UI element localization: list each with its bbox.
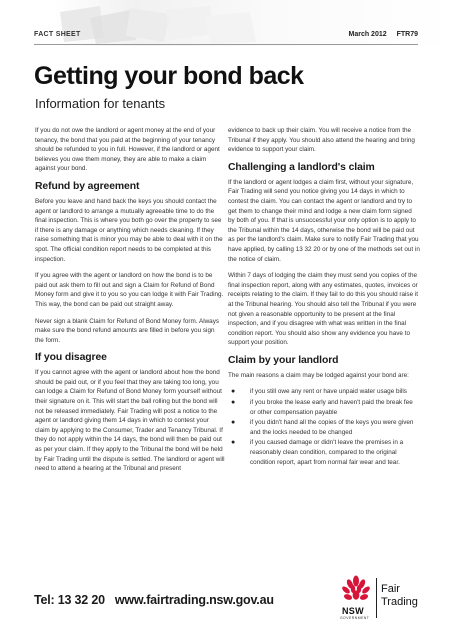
bullet-icon: ● — [231, 439, 236, 447]
header-rule — [34, 44, 418, 45]
intro-paragraph: If you do not owe the landlord or agent money at the end of your tenancy, the bond that you paid at the beginning of your tenancy should be refunded to you in full. However, if the landlord or agent believes you owe them money, they are able to make a claim against your bond. — [35, 127, 220, 173]
footer-contact — [34, 593, 274, 607]
claim-reasons-list — [228, 387, 420, 467]
bullet-icon: ● — [231, 388, 236, 396]
footer-phone: Tel: 13 32 20 — [34, 593, 105, 607]
header-decoration — [60, 4, 260, 44]
challenging-paragraph-1: If the landlord or agent lodges a claim first, without your signature, Fair Trading will send you notice giving you 14 days in which to contest the claim. You can contact the agent or landlord and try to get them to change their mind and lodge a new claim form signed by both of you. If that is unsuccessful your only option is to apply to the Tribunal within the 14 days, otherwise the bond will be paid out as per the landlord's claim. Make sure to notify Fair Trading that you have applied, by calling 13 32 20 or by one of the methods set out in the notice of claim. — [228, 178, 420, 263]
bullet-icon: ● — [231, 399, 236, 407]
list-item: ● if you caused damage or didn't leave the premises in a reasonably clean condition, compared to the original condition report, apart from normal fair wear and tear. — [231, 439, 404, 466]
list-item: ● if you broke the lease early and haven't paid the break fee or other compensation payable — [231, 399, 413, 416]
header-bar — [0, 0, 452, 46]
sheet-meta — [349, 31, 419, 38]
list-item: ● if you didn't hand all the copies of the keys you were given and the locks needed to be changed — [231, 419, 414, 436]
sheet-code: FTR79 — [396, 31, 418, 38]
left-column — [35, 126, 225, 481]
nsw-fair-trading-logo — [339, 574, 429, 622]
list-item: ● if you still owe any rent or have unpaid water usage bills — [231, 388, 407, 396]
page-title: Getting your bond back — [34, 62, 304, 90]
right-column — [228, 126, 420, 468]
heading-claim-by-landlord: Claim by your landlord — [228, 354, 339, 366]
footer-website-link[interactable]: www.fairtrading.nsw.gov.au — [114, 593, 274, 607]
logo-nsw-text: NSW — [342, 606, 364, 616]
page-subtitle: Information for tenants — [35, 96, 166, 111]
continued-paragraph: evidence to back up their claim. You will receive a notice from the Tribunal if they apply. You should also attend the hearing and bring evidence to support your claim. — [228, 127, 415, 154]
logo-trading: Trading — [381, 596, 418, 608]
heading-refund-by-agreement: Refund by agreement — [35, 180, 140, 192]
challenging-paragraph-2: Within 7 days of lodging the claim they must send you copies of the final inspection report, along with any estimates, quotes, invoices or receipts relating to the claim. If they fail to do this you should raise it at the Tribunal hearing. You should also tell the Tribunal if you were not given a reasonable opportunity to be present at the final inspection, and if you disagree with what was written in the final condition report. You should also show any evidence you have to support your position. — [228, 272, 419, 347]
logo-divider — [376, 578, 377, 618]
agreement-paragraph-2: If you agree with the agent or landlord on how the bond is to be paid out ask them to fill out and sign a Claim for Refund of Bond Money form and give it to you so you can lodge it with Fair Trading. This way, the bond can be paid out straight away. — [35, 272, 224, 308]
heading-challenging-claim: Challenging a landlord's claim — [228, 161, 375, 173]
agreement-paragraph-1: Before you leave and hand back the keys you should contact the agent or landlord to arrange a mutually agreeable time to do the final inspection. This is where you both go over the property to see if there is any damage or anything which needs cleaning. If they raise something that is minor you may be able to deal with it on the spot. The official condition report needs to be completed at this inspection. — [35, 197, 223, 263]
logo-fair-trading-text — [381, 583, 418, 609]
logo-government-text: GOVERNMENT — [340, 616, 370, 620]
logo-fair: Fair — [381, 583, 400, 595]
heading-if-you-disagree: If you disagree — [35, 352, 107, 364]
agreement-paragraph-3: Never sign a blank Claim for Refund of Bond Money form. Always make sure the bond refund amounts are filled in before you sign the form. — [35, 317, 220, 344]
sheet-date: March 2012 — [348, 31, 387, 38]
fact-sheet-label: FACT SHEET — [34, 31, 81, 38]
disagree-paragraph: If you cannot agree with the agent or landlord about how the bond should be paid out, or if you feel that they are taking too long, you can lodge a Claim for Refund of Bond Money form yourself without their signature on it. This will start the ball rolling but the bond will not be released immediately. Fair Trading will post a notice to the agent or landlord giving them 14 days in which to contest your claim by applying to the Consumer, Trader and Tenancy Tribunal. If they do not apply within the 14 days, the bond will then be paid out as per your claim. If they apply to the Tribunal the bond will be held by Fair Trading until the dispute is settled. The landlord or agent will need to attend a hearing at the Tribunal and present — [35, 369, 225, 473]
bullet-icon: ● — [231, 419, 236, 427]
claim-paragraph: The main reasons a claim may be lodged against your bond are: — [228, 371, 409, 379]
